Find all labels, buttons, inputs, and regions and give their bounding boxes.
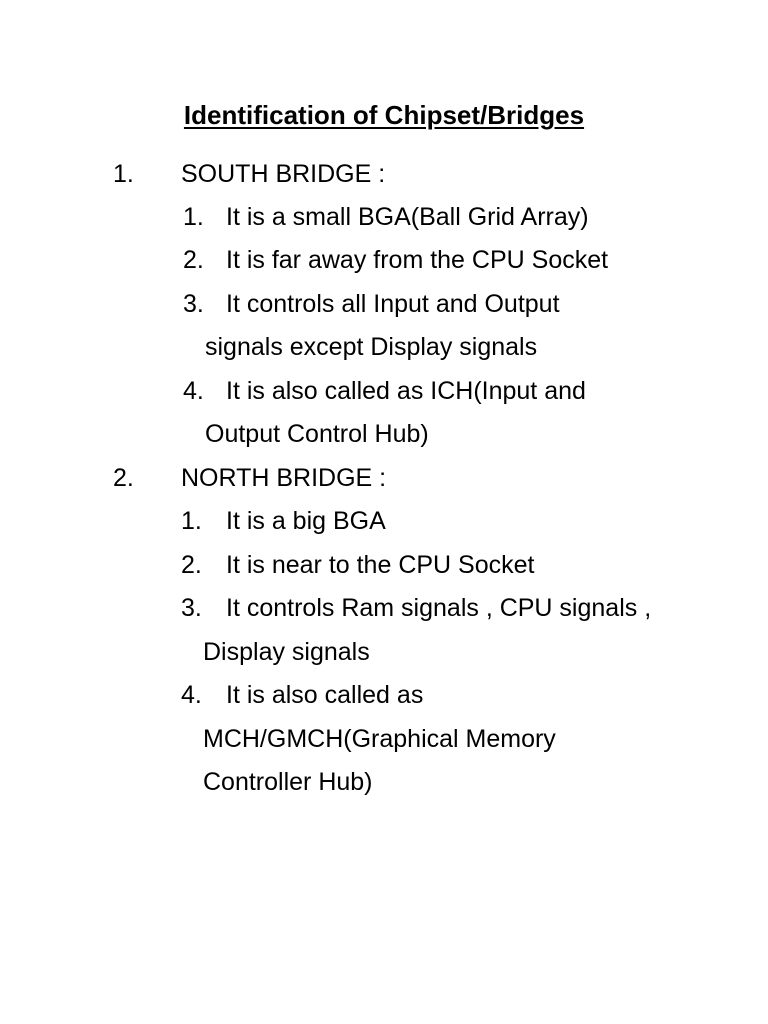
item-number: 1. bbox=[181, 507, 202, 535]
item-number: 4. bbox=[183, 377, 204, 405]
item-number: 2. bbox=[181, 551, 202, 579]
item-number: 1. bbox=[183, 203, 204, 231]
item-number: 3. bbox=[181, 594, 202, 622]
section-heading: SOUTH BRIDGE : bbox=[181, 160, 386, 188]
document-title: Identification of Chipset/Bridges bbox=[183, 100, 585, 130]
item-text: It is near to the CPU Socket bbox=[226, 551, 535, 579]
item-text: It is also called as ICH(Input and bbox=[226, 377, 586, 405]
item-text: It is also called as bbox=[226, 681, 424, 709]
item-text-continuation: Output Control Hub) bbox=[205, 420, 429, 448]
item-text: It controls all Input and Output bbox=[226, 290, 560, 318]
item-text-continuation: signals except Display signals bbox=[205, 333, 538, 361]
item-text: It is far away from the CPU Socket bbox=[226, 246, 609, 274]
item-text: It is a big BGA bbox=[226, 507, 386, 535]
item-number: 4. bbox=[181, 681, 202, 709]
section-heading: NORTH BRIDGE : bbox=[181, 464, 387, 492]
section-number: 1. bbox=[113, 160, 134, 188]
item-text-continuation: MCH/GMCH(Graphical Memory bbox=[203, 725, 556, 753]
section-number: 2. bbox=[113, 464, 134, 492]
item-text-continuation: Controller Hub) bbox=[203, 768, 373, 796]
item-number: 3. bbox=[183, 290, 204, 318]
item-text: It controls Ram signals , CPU signals , bbox=[226, 594, 652, 622]
item-text: It is a small BGA(Ball Grid Array) bbox=[226, 203, 589, 231]
item-number: 2. bbox=[183, 246, 204, 274]
item-text-continuation: Display signals bbox=[203, 638, 370, 666]
